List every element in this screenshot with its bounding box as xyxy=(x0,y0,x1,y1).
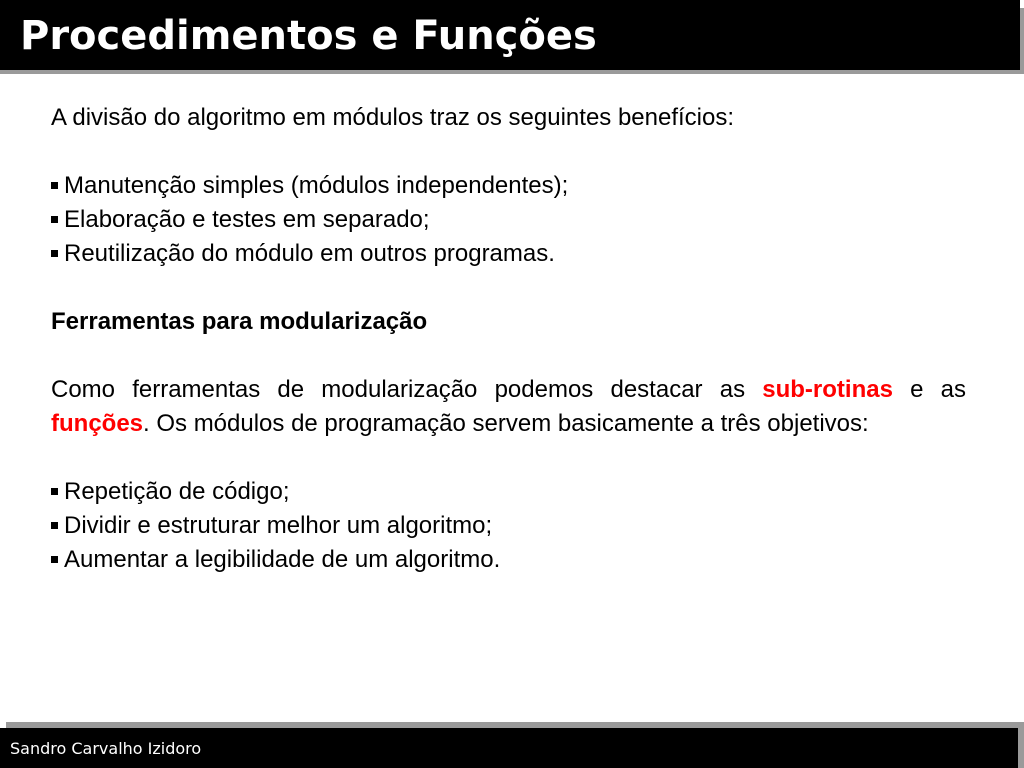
list-item xyxy=(51,475,966,509)
square-bullet-icon xyxy=(51,488,58,495)
highlight-sub-rotinas: sub-rotinas xyxy=(762,376,893,403)
list-item-text: Reutilização do módulo em outros programas. xyxy=(64,240,555,267)
intro-text: A divisão do algoritmo em módulos traz os seguintes benefícios: xyxy=(51,104,735,131)
paragraph-text: . Os módulos de programação servem basicamente a três objetivos: xyxy=(143,410,869,437)
list-item-text: Manutenção simples (módulos independentes); xyxy=(64,172,569,199)
list-item xyxy=(51,237,966,271)
list-item-text: Dividir e estruturar melhor um algoritmo; xyxy=(64,512,493,539)
spacer xyxy=(51,441,966,475)
highlight-funcoes: funções xyxy=(51,410,144,437)
square-bullet-icon xyxy=(51,216,58,223)
list-item-text: Repetição de código; xyxy=(64,478,290,505)
benefits-list xyxy=(51,169,966,271)
spacer xyxy=(51,135,966,169)
spacer xyxy=(51,271,966,305)
slide-body xyxy=(51,101,966,577)
list-item xyxy=(51,169,966,203)
footer-author: Sandro Carvalho Izidoro xyxy=(10,739,202,758)
list-item-text: Aumentar a legibilidade de um algoritmo. xyxy=(64,546,501,573)
list-item xyxy=(51,543,966,577)
spacer xyxy=(51,339,966,373)
objectives-list xyxy=(51,475,966,577)
slide-title: Procedimentos e Funções xyxy=(20,13,597,59)
square-bullet-icon xyxy=(51,250,58,257)
list-item-text: Elaboração e testes em separado; xyxy=(64,206,430,233)
square-bullet-icon xyxy=(51,522,58,529)
section-heading: Ferramentas para modularização xyxy=(51,308,428,335)
list-item xyxy=(51,509,966,543)
list-item xyxy=(51,203,966,237)
square-bullet-icon xyxy=(51,556,58,563)
paragraph-text: Como ferramentas de modularização podemos destacar as xyxy=(51,376,763,403)
paragraph-text: e as xyxy=(892,376,966,403)
square-bullet-icon xyxy=(51,182,58,189)
paragraph xyxy=(51,373,966,441)
